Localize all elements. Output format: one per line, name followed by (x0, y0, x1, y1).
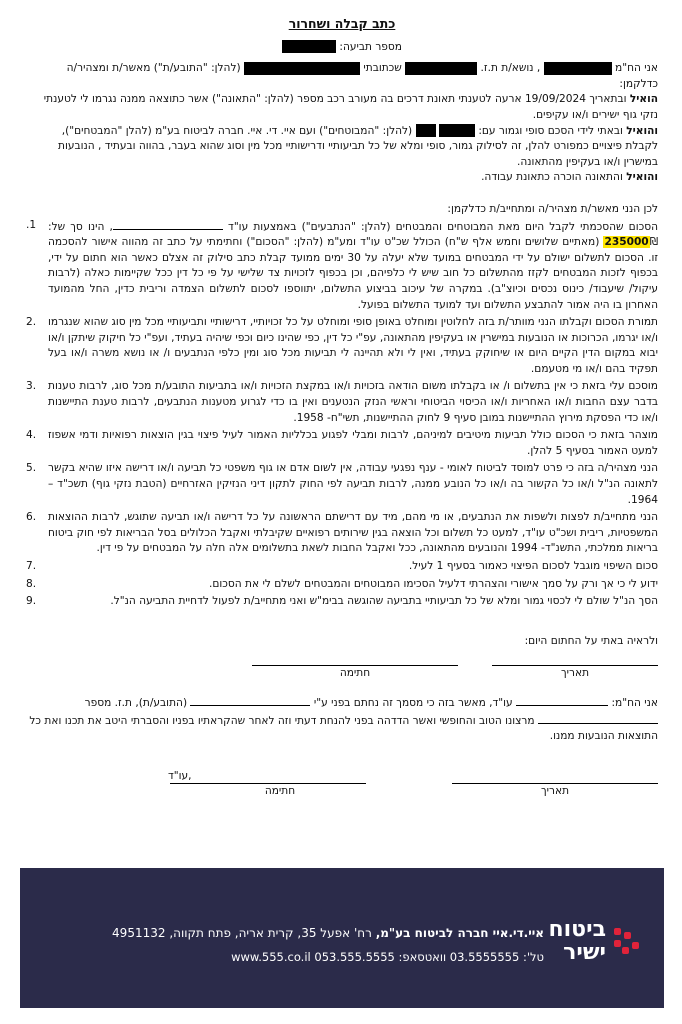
footer-banner (20, 868, 664, 1008)
term-number: 7. (26, 560, 37, 572)
whereas-1 (26, 92, 658, 123)
document-body (26, 10, 658, 799)
parties-line (26, 61, 658, 77)
contact-info: טל': 03.5555555 וואטסאפ: 053.555.5555 www.555.co.il (231, 950, 544, 964)
signature-label-2: חתימה (264, 784, 296, 797)
parties-text-a: אני הח"מ (615, 62, 658, 75)
redacted-name (544, 62, 612, 75)
whereas-3-bold: והואיל (626, 171, 658, 184)
declaration-intro: לכן הנני מאשר/ת מצהיר/ה ומתחייב/ת כדלקמן: (447, 202, 658, 215)
redacted-address (244, 62, 360, 75)
whereas-2-bold: והואיל (626, 124, 658, 137)
term-item (26, 218, 658, 314)
signature-block-2 (170, 769, 390, 800)
term-number: 9. (26, 595, 37, 608)
lawyer-blank (516, 694, 608, 706)
attest-text-e: מרצונו הטוב והחופשי ואשר הדדהה בפני להנחת דעתי וזה לאחר שהקראתיו בפניו והסברתי היטב את תכנו ואת כל התוצאות הנובעות ממנו. (29, 714, 658, 743)
date-block-2 (452, 769, 658, 800)
term-item (26, 510, 658, 557)
logo-dots-icon (614, 928, 640, 954)
term-item (26, 461, 658, 508)
term-text: מוסכם עלי בזאת כי אין בתשלום ו/ או בקבלתו משום הודאה בזכויות ו/או במקצת הזכויות ו/או בתביעות התובע/ת מכל סוג, לרבות טענות בדבר עצם החבות ו/או האחריות ו/או הכיסוי הביטוחי וראשי הנזק הנטענים ואין בו כדי לגרוע מטענות הנתבעים, לרבות טענת התיישנות ו/או כדי הפסקת מירוץ ההתיישנות במובן סעיף 9 לחוק ההתיישנות, תשי"ח- 1958. (48, 380, 658, 424)
term-1-text-b: , הינו סך של: (48, 220, 113, 233)
term-number: .1 (26, 218, 37, 231)
date-label-2: תאריך (540, 784, 570, 797)
attest-text-b: עו"ד, מאשר בזה כי מסמך זה נחתם בפני ע"י (313, 696, 513, 709)
redacted-claim-number (282, 40, 336, 53)
date-label-1: תאריך (560, 667, 590, 680)
logo-line-1: ביטוח (548, 917, 606, 942)
redacted-id (405, 62, 477, 75)
parties-text-d: (להלן: "התובע/ת") מאשר/ת ומצהיר/ה (66, 62, 241, 75)
whereas-2-text-a: ובאתי לידי הסכם סופי וגמור עם: (478, 124, 627, 137)
parties-text-b: , נושא/ת ת.ז. (480, 62, 541, 75)
term-number: 5. (26, 462, 37, 475)
signature-row-2 (26, 769, 658, 800)
settlement-amount: 235000 (604, 236, 649, 249)
claim-number-label: מספר תביעה: (339, 40, 402, 53)
term-number: 3. (26, 380, 37, 393)
date-line-2 (452, 769, 658, 784)
term-1-text-c: ₪ (מאתיים שלושים וחמש אלף ש"ח) הכולל שכ"ט עו"ד ומע"מ (להלן: "הסכום") וחתימתי על כתב זה מהווה אישור להסכמה זו. הסכום לתשלום ישולם על ידי המבטחים במועד שלא יעלה על 30 ימים ממועד קבלת כתב סילוק זה אצלם כאשר הוא חתום על ידי, בכפוף לזכות המבטחים לקזז מהתשלום כל חוב שיש לי כלפיהם, וכן בכפוף לזכויות צד שלישי על פי כל דין ככל שקיימות כאלה (לרבות עיקול/ שיעבוד/ כינוס נכסים וכיוצ"ב). במקרה של עיכוב בביצוע התשלום, יתווספו לסכום לתשלום הצמדה וריבית כדין, החל מהמועד האחרון בו היה אמור להתבצע התשלום ועד למועד התשלום בפועל. (48, 236, 659, 311)
term-text: הסך הנ"ל שולם לי לכסוי גמור ומלא של כל תביעותיי בתביעה שהוגשה בבימ"ש ואני מתחייב/ת לפעול לדחיית התביעה הנ"ל. (110, 595, 658, 608)
term-text: ידוע לי כי אך ורק על סמך אישורי והצהרתי דלעיל הסכימו המבוטחים והמבטחים לשלם לי את הסכום. (209, 577, 658, 590)
term-number: 4. (26, 429, 37, 442)
brand-logo (548, 918, 640, 964)
term-text: סכום השיפוי מוגבל לסכום הפיצוי כאמור בסעיף 1 לעיל. (408, 560, 658, 572)
redacted-insured-2 (416, 124, 436, 137)
attest-text-d: ת.ז. מספר (84, 696, 133, 709)
whereas-1-text: ובתאריך 19/09/2024 ארעה לטענתי תאונת דרכים בה מעורב רכב מספר (להלן: "התאונה") אשר כתוצאה ממנה נגרמו לי לטענתי נזקי גוף ישירים ו/או עקיפים. (43, 93, 658, 121)
attest-text-a: אני הח"מ: (611, 696, 658, 709)
claim-number-row (26, 40, 658, 56)
date-block-1 (492, 651, 658, 682)
term-item (26, 594, 658, 610)
term-item (26, 577, 658, 593)
logo-line-2: ישיר (563, 940, 606, 965)
id-number-blank (538, 712, 658, 724)
logo-text (548, 918, 606, 964)
term-number: 2. (26, 316, 37, 329)
signature-line-2 (170, 769, 366, 784)
term-item (26, 428, 658, 459)
whereas-3 (26, 170, 658, 186)
document-title: כתב קבלה ושחרור (288, 16, 396, 31)
parties-line-2: כדלקמן: (619, 77, 658, 90)
lawyer-suffix: ,עו"ד (168, 769, 192, 782)
whereas-1-bold: הואיל (629, 93, 658, 106)
term-item (26, 315, 658, 377)
term-number: 6. (26, 511, 37, 524)
parties-text-c: שכתובתי (363, 62, 402, 75)
signature-block-1 (252, 651, 458, 682)
term-text: תמורת הסכום וקבלתו הנני מוותר/ת בזה לחלוטין ומוחלט באופן סופי ומוחלט על כל זכויותיי, דרישותיי ותביעותיי מכל מין סוג שהוא שנגרמו ו/או יגרמו, הכרוכות או הנובעות במישרין או בעקיפין מהתאונה, עפ"י כל דין, כפי שהינו כיום וכפי שיהיה בעתיד, ועפ"י כל חיקוק שיתקן ו/או יבוא במקום הדין הקיים היום או שיחוקק בעתיד, ואין לי ולא תהיינה לי תביעות מכל סוג ומין כלפי הנתבעים ו/ או נושא משרה ו/או בעל תפקיד בהם ו/או מי מטעמם. (48, 316, 658, 375)
whereas-2 (26, 124, 658, 171)
term-item (26, 559, 658, 575)
term-text: הנני מתחייב/ת לפצות ולשפות את הנתבעים, או מי מהם, מיד עם דרישתם הראשונה על כל דרישה ו/או תביעה שתוגש, לרבות ההוצאות המשפטיות, ריבית ושכ"ט עו"ד, למעט כל תשלום וכל הוצאה בגין שירותים רפואיים שקיבלתי ואקבל הכלולים בסל הבריאות לפי חוק ביטוח בריאות ממלכתי, התשנ"ד- 1994 והנובעים מהתאונה, ככל ואקבל החבות לשאת בתשלומים אלה חלה על המבטחים על פי דין. (48, 511, 658, 555)
date-line-1 (492, 651, 658, 666)
claimant-blank (190, 694, 310, 706)
signature-label-1: חתימה (339, 667, 371, 680)
company-address (112, 926, 544, 940)
term-number: 8. (26, 577, 37, 590)
company-name: איי.די.איי חברה לביטוח בע"מ, (375, 926, 544, 940)
signing-intro: ולראיה באתי על החתום היום: (524, 634, 658, 647)
attestation (26, 694, 658, 745)
term-text: מוצהר בזאת כי הסכום כולל תביעות מיטיבים למיניהם, לרבות ומבלי לפגוע בכלליות האמור לעיל פיצוי בגין הוצאות רפואיות ודמי אשפוז למעט האמור בסעיף 5 להלן. (48, 429, 658, 457)
lawyer-name-blank (113, 218, 223, 230)
terms-list (26, 218, 658, 610)
signature-line-1 (252, 651, 458, 666)
attest-text-c: (התובע/ת), (135, 696, 188, 709)
whereas-3-text: והתאונה הוכרה כתאונת עבודה. (481, 171, 627, 184)
term-1-text-a: הסכום שהסכמתי לקבל היום מאת המבוטחים והמבטחים (להלן: "הנתבעים") באמצעות עו"ד (228, 220, 658, 233)
term-item (26, 379, 658, 426)
whereas-2-text-b: (להלן: "המבוטחים") ועם איי. די. איי. חברה לביטוח בע"מ (להלן "המבטחים"), לקבלת פיצויים כמפורט להלן, זה לסילוק גמור, סופי ומלא של כל תביעותיי ודרישותיי מכל מין וסוג שהוא בעבר, בהווה ובעתיד , הנובעות במישרין ו/או בעקיפין מהתאונה. (57, 124, 658, 168)
address-text: רח' אפעל 35, קרית אריה, פתח תקווה, 4951132 (112, 926, 376, 940)
redacted-insured-1 (439, 124, 475, 137)
term-text: הנני מצהיר/ה בזה כי פרט למוסד לביטוח לאומי - ענף נפגעי עבודה, אין לשום אדם או גוף משפטי כל תביעה ו/או דרישה איזו שהיא בקשר לתאונה הנ"ל ו/או כל הקשור בה ו/או כל הנובע ממנה, לרבות תביעה לפי החוק לתקון דיני הנזיקין האזרחיים (הטבת נזקי גוף) תשכ"ד – 1964. (48, 462, 658, 506)
signature-row-1 (26, 651, 658, 682)
